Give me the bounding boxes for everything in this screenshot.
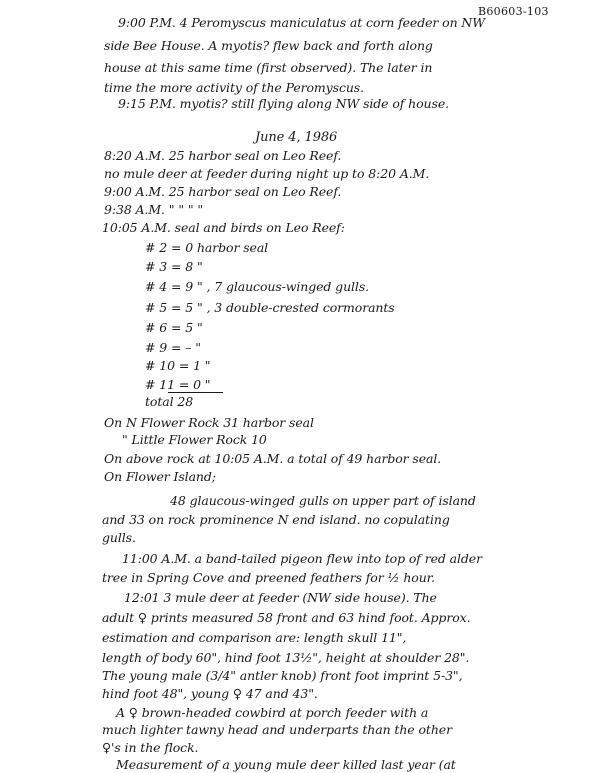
entry-line: gulls. [102,530,136,545]
entry-line: 12:01 3 mule deer at feeder (NW side house). The [124,590,437,605]
tally-row: # 9 = – " [145,340,201,355]
entry-line: hind foot 48", young ♀ 47 and 43". [102,686,318,701]
tally-row: # 6 = 5 " [145,320,203,335]
entry-line: adult ♀ prints measured 58 front and 63 hind foot. Approx. [102,610,471,625]
tally-row: # 10 = 1 " [145,358,211,373]
entry-line: much lighter tawny head and underparts than the other [102,722,452,737]
entry-line: 11:00 A.M. a band-tailed pigeon flew into top of red alder [122,551,482,566]
entry-line: " Little Flower Rock 10 [122,432,267,447]
tally-row: # 2 = 0 harbor seal [145,240,269,255]
entry-line: 9:15 P.M. myotis? still flying along NW side of house. [118,96,449,111]
entry-line: A ♀ brown-headed cowbird at porch feeder with a [116,705,429,720]
entry-line: The young male (3/4" antler knob) front foot imprint 5-3", [102,668,463,683]
entry-line: Measurement of a young mule deer killed last year (at [116,757,456,772]
entry-line: and 33 on rock prominence N end island. no copulating [102,512,450,527]
entry-line: 48 glaucous-winged gulls on upper part of island [170,493,476,508]
entry-line: 9:00 P.M. 4 Peromyscus maniculatus at corn feeder on NW [118,15,485,30]
entry-line: 10:05 A.M. seal and birds on Leo Reef: [102,220,345,235]
tally-row: # 5 = 5 " , 3 double-crested cormorants [145,300,395,315]
tally-underline [168,392,223,393]
entry-line: length of body 60", hind foot 13½", height at shoulder 28". [102,650,470,665]
entry-line: 9:00 A.M. 25 harbor seal on Leo Reef. [104,184,342,199]
entry-line: estimation and comparison are: length skull 11", [102,630,407,645]
entry-line: house at this same time (first observed). The later in [104,60,433,75]
entry-line: 9:38 A.M. " " " " [104,202,204,217]
entry-line: ♀'s in the flock. [102,740,199,755]
tally-row: # 3 = 8 " [145,259,203,274]
tally-total: total 28 [145,394,194,409]
entry-line: side Bee House. A myotis? flew back and forth along [104,38,433,53]
tally-row: # 11 = 0 " [145,377,211,392]
document-id: B60603-103 [478,5,549,18]
entry-line: On Flower Island; [104,469,216,484]
entry-line: tree in Spring Cove and preened feathers for ½ hour. [102,570,436,585]
entry-line: no mule deer at feeder during night up to 8:20 A.M. [104,166,430,181]
tally-row: # 4 = 9 " , 7 glaucous-winged gulls. [145,279,370,294]
entry-line: time the more activity of the Peromyscus. [104,80,364,95]
entry-line: On N Flower Rock 31 harbor seal [104,415,314,430]
date-heading: June 4, 1986 [255,130,338,145]
entry-line: 8:20 A.M. 25 harbor seal on Leo Reef. [104,148,342,163]
entry-line: On above rock at 10:05 A.M. a total of 49 harbor seal. [104,451,442,466]
